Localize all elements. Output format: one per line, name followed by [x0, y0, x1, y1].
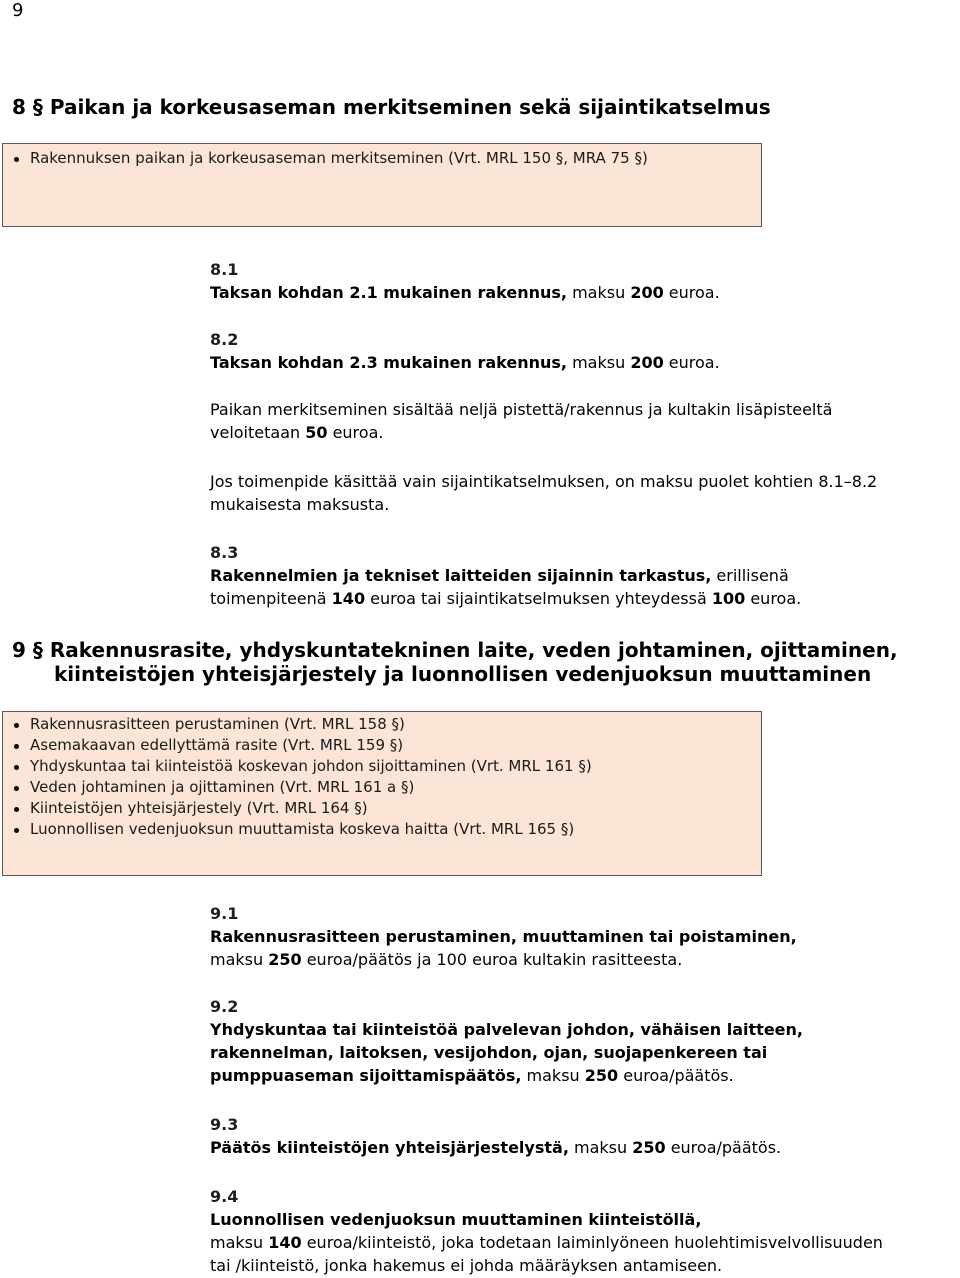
reference-item: Asemakaavan edellyttämä rasite (Vrt. MRL 159 §): [3, 735, 761, 756]
item-text: euroa/kiinteistö, joka todetaan laiminlyöneen huolehtimisvelvollisuuden: [301, 1233, 883, 1252]
item-text: erillisenä: [711, 566, 789, 585]
item-text: maksu: [210, 950, 269, 969]
item-text: euroa.: [663, 283, 720, 302]
reference-item: Rakennusrasitteen perustaminen (Vrt. MRL 158 §): [3, 714, 761, 735]
item-number: 9.4: [210, 1187, 239, 1206]
item-number: 8.1: [210, 260, 239, 279]
item-text: euroa tai sijaintikatselmuksen yhteydessä: [365, 589, 712, 608]
paragraph-point-marking: [210, 398, 832, 444]
item-text: euroa/päätös.: [618, 1066, 734, 1085]
item-text: toimenpiteenä: [210, 589, 332, 608]
section-8-title: 8 § Paikan ja korkeusaseman merkitseminen sekä sijaintikatselmus: [12, 95, 771, 119]
price: 250: [632, 1138, 666, 1157]
item-text: maksu: [567, 353, 631, 372]
price: 250: [584, 1066, 619, 1085]
item-heading: Päätös kiinteistöjen yhteisjärjestelystä,: [210, 1138, 569, 1157]
paragraph-line: Jos toimenpide käsittää vain sijaintikatselmuksen, on maksu puolet kohtien 8.1–8.2: [210, 472, 878, 491]
item-9-4: [210, 1185, 883, 1277]
item-heading: Taksan kohdan 2.3 mukainen rakennus,: [210, 353, 567, 372]
item-heading: Rakennusrasitteen perustaminen, muuttaminen tai poistaminen,: [210, 927, 797, 946]
reference-item: Kiinteistöjen yhteisjärjestely (Vrt. MRL 164 §): [3, 798, 761, 819]
item-text: maksu: [568, 1138, 633, 1157]
item-text: maksu: [567, 283, 631, 302]
paragraph-text: euroa.: [327, 423, 384, 442]
item-8-2: [210, 328, 720, 374]
item-heading: Luonnollisen vedenjuoksun muuttaminen kiinteistöllä,: [210, 1210, 702, 1229]
item-text: maksu: [210, 1233, 269, 1252]
item-9-1: [210, 902, 797, 971]
price: 50: [305, 423, 328, 442]
item-text: euroa.: [663, 353, 720, 372]
item-heading: rakennelman, laitoksen, vesijohdon, ojan, suojapenkereen tai: [210, 1043, 768, 1062]
price: 200: [630, 283, 664, 302]
item-text: maksu: [521, 1066, 585, 1085]
section-9-title: [12, 638, 898, 686]
item-number: 8.2: [210, 330, 239, 349]
paragraph-line: mukaisesta maksusta.: [210, 495, 390, 514]
price: 100: [711, 589, 746, 608]
reference-item: Veden johtaminen ja ojittaminen (Vrt. MRL 161 a §): [3, 777, 761, 798]
item-text: euroa.: [745, 589, 802, 608]
item-number: 8.3: [210, 543, 239, 562]
title-line: kiinteistöjen yhteisjärjestely ja luonnollisen vedenjuoksun muuttaminen: [54, 662, 872, 686]
item-text: euroa/päätös.: [665, 1138, 782, 1157]
price: 200: [630, 353, 664, 372]
item-9-3: [210, 1113, 781, 1159]
item-heading: Yhdyskuntaa tai kiinteistöä palvelevan johdon, vähäisen laitteen,: [210, 1020, 803, 1039]
section-9-reference-box: [2, 711, 762, 876]
price: 250: [268, 950, 302, 969]
paragraph-inspection-only: [210, 470, 877, 516]
page-number: 9: [12, 0, 24, 21]
item-text: tai /kiinteistö, jonka hakemus ei johda määräyksen antamiseen.: [210, 1256, 723, 1275]
item-number: 9.1: [210, 904, 239, 923]
price: 140: [331, 589, 366, 608]
reference-item: Luonnollisen vedenjuoksun muuttamista koskeva haitta (Vrt. MRL 165 §): [3, 819, 761, 840]
price: 140: [268, 1233, 302, 1252]
item-heading: Taksan kohdan 2.1 mukainen rakennus,: [210, 283, 567, 302]
item-number: 9.2: [210, 997, 239, 1016]
item-8-1: [210, 258, 720, 304]
item-heading: Rakennelmien ja tekniset laitteiden sijainnin tarkastus,: [210, 566, 712, 585]
item-8-3: [210, 541, 801, 610]
reference-item: Rakennuksen paikan ja korkeusaseman merkitseminen (Vrt. MRL 150 §, MRA 75 §): [3, 148, 761, 169]
item-number: 9.3: [210, 1115, 239, 1134]
paragraph-line: Paikan merkitseminen sisältää neljä pistettä/rakennus ja kultakin lisäpisteeltä: [210, 400, 833, 419]
section-8-reference-box: [2, 143, 762, 227]
reference-item: Yhdyskuntaa tai kiinteistöä koskevan johdon sijoittaminen (Vrt. MRL 161 §): [3, 756, 761, 777]
item-text: euroa/päätös ja 100 euroa kultakin rasitteesta.: [301, 950, 683, 969]
item-9-2: [210, 995, 803, 1087]
title-line: 9 § Rakennusrasite, yhdyskuntatekninen laite, veden johtaminen, ojittaminen,: [12, 638, 898, 662]
item-heading: pumppuaseman sijoittamispäätös,: [210, 1066, 522, 1085]
paragraph-text: veloitetaan: [210, 423, 306, 442]
